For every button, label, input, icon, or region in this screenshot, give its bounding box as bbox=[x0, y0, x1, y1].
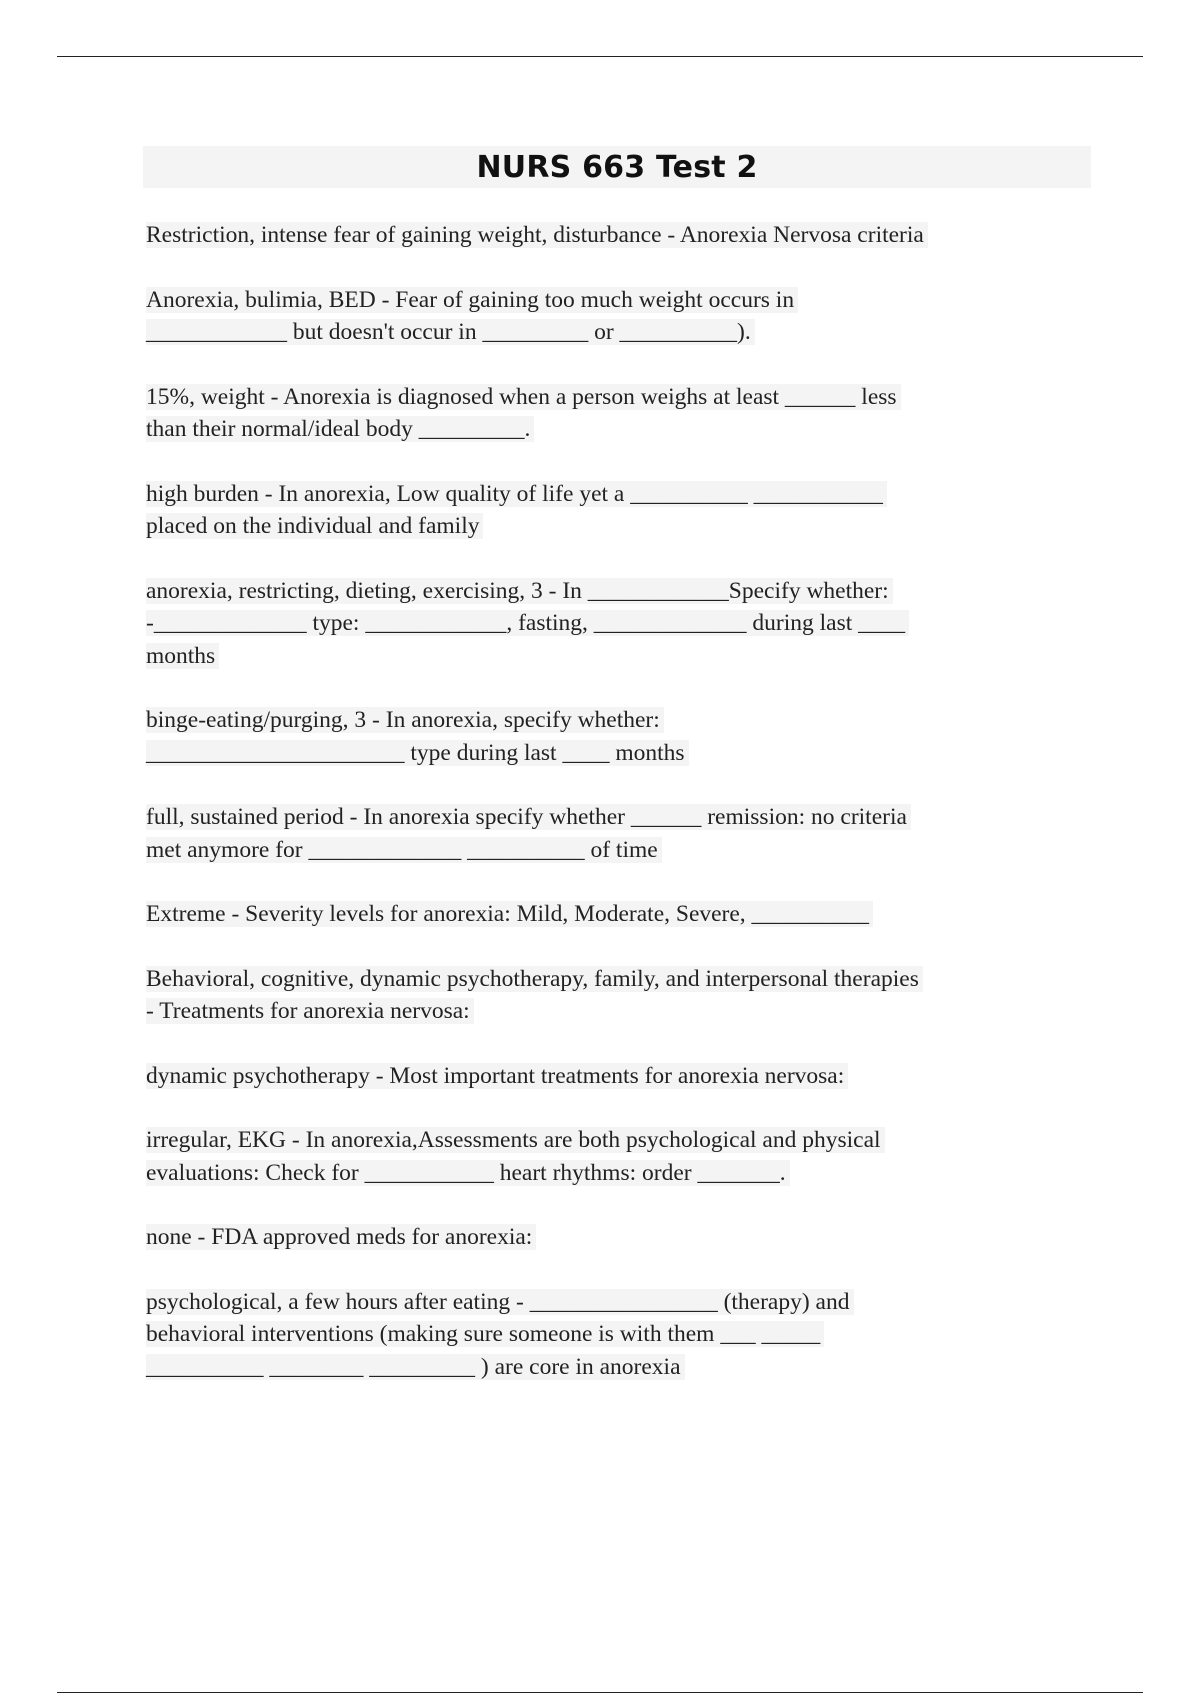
flashcard-item bbox=[146, 284, 1096, 349]
flashcard-line-text: irregular, EKG - In anorexia,Assessments are both psychological and physical bbox=[146, 1127, 885, 1153]
top-rule bbox=[57, 56, 1143, 57]
flashcard-line bbox=[146, 607, 1096, 640]
flashcard-line bbox=[146, 834, 1096, 867]
flashcard-line bbox=[146, 801, 1096, 834]
flashcard-line-text: psychological, a few hours after eating - ________________ (therapy) and bbox=[146, 1289, 854, 1315]
flashcard-line-text: anorexia, restricting, dieting, exercising, 3 - In ____________Specify whether: bbox=[146, 578, 893, 604]
flashcard-line bbox=[146, 1318, 1096, 1351]
bottom-rule bbox=[57, 1692, 1143, 1693]
flashcard-line bbox=[146, 381, 1096, 414]
flashcard-line bbox=[146, 478, 1096, 511]
document-title: NURS 663 Test 2 bbox=[476, 149, 758, 185]
flashcard-line-text: met anymore for _____________ __________ of time bbox=[146, 837, 662, 863]
flashcard-line-text: __________ ________ _________ ) are core in anorexia bbox=[146, 1354, 685, 1380]
flashcard-line bbox=[146, 575, 1096, 608]
flashcard-item bbox=[146, 1286, 1096, 1384]
flashcard-line bbox=[146, 704, 1096, 737]
flashcard-line-text: than their normal/ideal body _________. bbox=[146, 416, 534, 442]
flashcard-item bbox=[146, 381, 1096, 446]
flashcard-line bbox=[146, 1221, 1096, 1254]
flashcard-line bbox=[146, 1157, 1096, 1190]
flashcard-line bbox=[146, 898, 1096, 931]
flashcard-line-text: Anorexia, bulimia, BED - Fear of gaining too much weight occurs in bbox=[146, 287, 798, 313]
flashcard-line bbox=[146, 413, 1096, 446]
flashcard-line-text: -_____________ type: ____________, fasting, _____________ during last ____ bbox=[146, 610, 909, 636]
flashcard-line bbox=[146, 284, 1096, 317]
flashcard-line-text: ______________________ type during last ____ months bbox=[146, 740, 689, 766]
flashcard-line bbox=[146, 995, 1096, 1028]
flashcard-item bbox=[146, 898, 1096, 931]
flashcard-line bbox=[146, 316, 1096, 349]
flashcard-line-text: Extreme - Severity levels for anorexia: Mild, Moderate, Severe, __________ bbox=[146, 901, 873, 927]
flashcard-line-text: binge-eating/purging, 3 - In anorexia, specify whether: bbox=[146, 707, 664, 733]
flashcard-line-text: evaluations: Check for ___________ heart rhythms: order _______. bbox=[146, 1160, 790, 1186]
flashcard-line bbox=[146, 219, 1096, 252]
flashcard-line-text: Restriction, intense fear of gaining weight, disturbance - Anorexia Nervosa criteria bbox=[146, 222, 928, 248]
flashcard-line bbox=[146, 1124, 1096, 1157]
flashcard-item bbox=[146, 1124, 1096, 1189]
flashcard-line bbox=[146, 1286, 1096, 1319]
flashcard-item bbox=[146, 1060, 1096, 1093]
flashcard-line-text: - Treatments for anorexia nervosa: bbox=[146, 998, 474, 1024]
flashcard-item bbox=[146, 1221, 1096, 1254]
flashcard-line-text: ____________ but doesn't occur in _________ or __________). bbox=[146, 319, 755, 345]
flashcard-line-text: full, sustained period - In anorexia specify whether ______ remission: no criteria bbox=[146, 804, 911, 830]
title-band bbox=[143, 146, 1091, 188]
flashcard-item bbox=[146, 219, 1096, 252]
flashcard-line bbox=[146, 1060, 1096, 1093]
flashcard-line-text: none - FDA approved meds for anorexia: bbox=[146, 1224, 536, 1250]
flashcard-line bbox=[146, 510, 1096, 543]
flashcard-line-text: dynamic psychotherapy - Most important treatments for anorexia nervosa: bbox=[146, 1063, 848, 1089]
flashcard-line bbox=[146, 737, 1096, 770]
flashcard-item bbox=[146, 704, 1096, 769]
flashcard-line-text: months bbox=[146, 643, 219, 669]
flashcard-line-text: 15%, weight - Anorexia is diagnosed when a person weighs at least ______ less bbox=[146, 384, 901, 410]
flashcard-line bbox=[146, 640, 1096, 673]
flashcard-line-text: placed on the individual and family bbox=[146, 513, 483, 539]
flashcard-item bbox=[146, 478, 1096, 543]
flashcard-line-text: behavioral interventions (making sure someone is with them ___ _____ bbox=[146, 1321, 824, 1347]
flashcard-line-text: Behavioral, cognitive, dynamic psychotherapy, family, and interpersonal therapies bbox=[146, 966, 923, 992]
flashcard-item bbox=[146, 575, 1096, 673]
flashcard-item bbox=[146, 801, 1096, 866]
flashcard-line bbox=[146, 1351, 1096, 1384]
flashcard-line-text: high burden - In anorexia, Low quality of life yet a __________ ___________ bbox=[146, 481, 887, 507]
flashcard-item bbox=[146, 963, 1096, 1028]
flashcard-list bbox=[146, 219, 1096, 1415]
flashcard-line bbox=[146, 963, 1096, 996]
